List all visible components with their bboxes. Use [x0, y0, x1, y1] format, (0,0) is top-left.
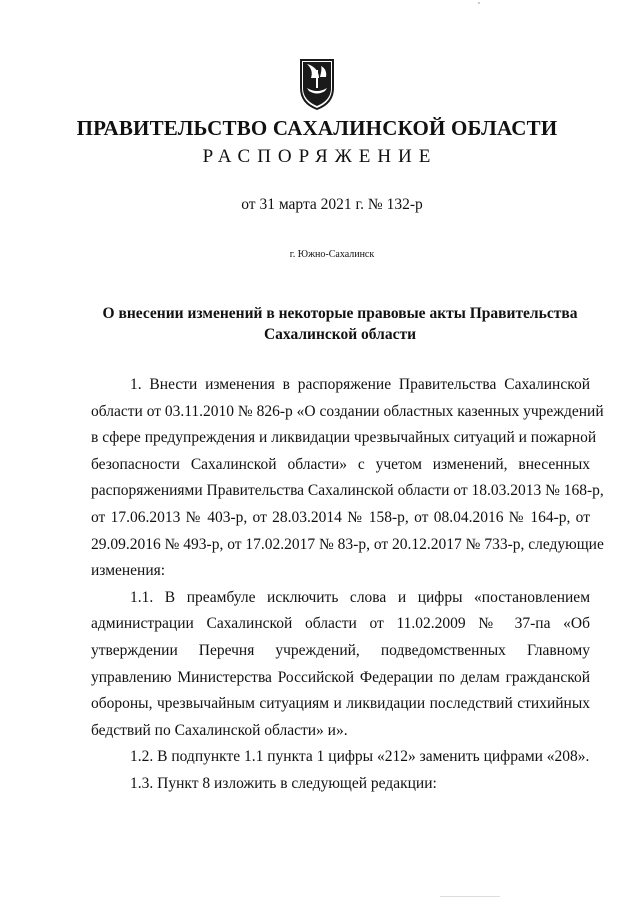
body-line: 1.1. В преамбуле исключить слова и цифры «постановлением: [130, 588, 590, 606]
body-line: области от 03.11.2010 № 826-р «О создании областных казенных учреждений: [91, 402, 604, 420]
body-line: в сфере предупреждения и ликвидации чрезвычайных ситуаций и пожарной: [91, 429, 597, 447]
body-line: бедствий по Сахалинской области» и».: [91, 721, 348, 739]
scan-artifact: [478, 2, 480, 4]
date-and-number: от 31 марта 2021 г. № 132-р: [241, 196, 423, 213]
body-line: управлению Министерства Российской Федерации по делам гражданской: [91, 668, 590, 686]
body-line: 1.2. В подпункте 1.1 пункта 1 цифры «212» заменить цифрами «208».: [130, 748, 590, 766]
document-body: [91, 372, 604, 798]
body-line: утверждении Перечня учреждений, подведомственных Главному: [91, 641, 590, 659]
scan-artifact: [440, 896, 500, 897]
body-line: изменения:: [91, 562, 166, 580]
government-title: ПРАВИТЕЛЬСТВО САХАЛИНСКОЙ ОБЛАСТИ: [76, 116, 558, 140]
document-subject: [100, 303, 580, 345]
body-line: 1. Внести изменения в распоряжение Правительства Сахалинской: [130, 376, 590, 393]
subject-line: О внесении изменений в некоторые правовые акты Правительства: [102, 305, 578, 322]
body-line: распоряжениями Правительства Сахалинской области от 18.03.2013 № 168-р,: [91, 482, 604, 500]
body-line: 1.3. Пункт 8 изложить в следующей редакции:: [130, 774, 437, 792]
body-line: безопасности Сахалинской области» с учетом изменений, внесенных: [91, 455, 590, 473]
city: г. Южно-Сахалинск: [289, 249, 375, 260]
body-line: от 17.06.2013 № 403-р, от 28.03.2014 № 158-р, от 08.04.2016 № 164-р, от: [91, 508, 590, 526]
coat-of-arms-icon: [299, 58, 335, 110]
document-type: РАСПОРЯЖЕНИЕ: [202, 146, 438, 167]
body-line: 29.09.2016 № 493-р, от 17.02.2017 № 83-р, от 20.12.2017 № 733-р, следующие: [91, 535, 604, 553]
subject-line: Сахалинской области: [263, 326, 417, 343]
body-line: обороны, чрезвычайным ситуациям и ликвидации последствий стихийных: [91, 695, 590, 713]
body-line: администрации Сахалинской области от 11.02.2009 № 37-па «Об: [91, 615, 590, 633]
